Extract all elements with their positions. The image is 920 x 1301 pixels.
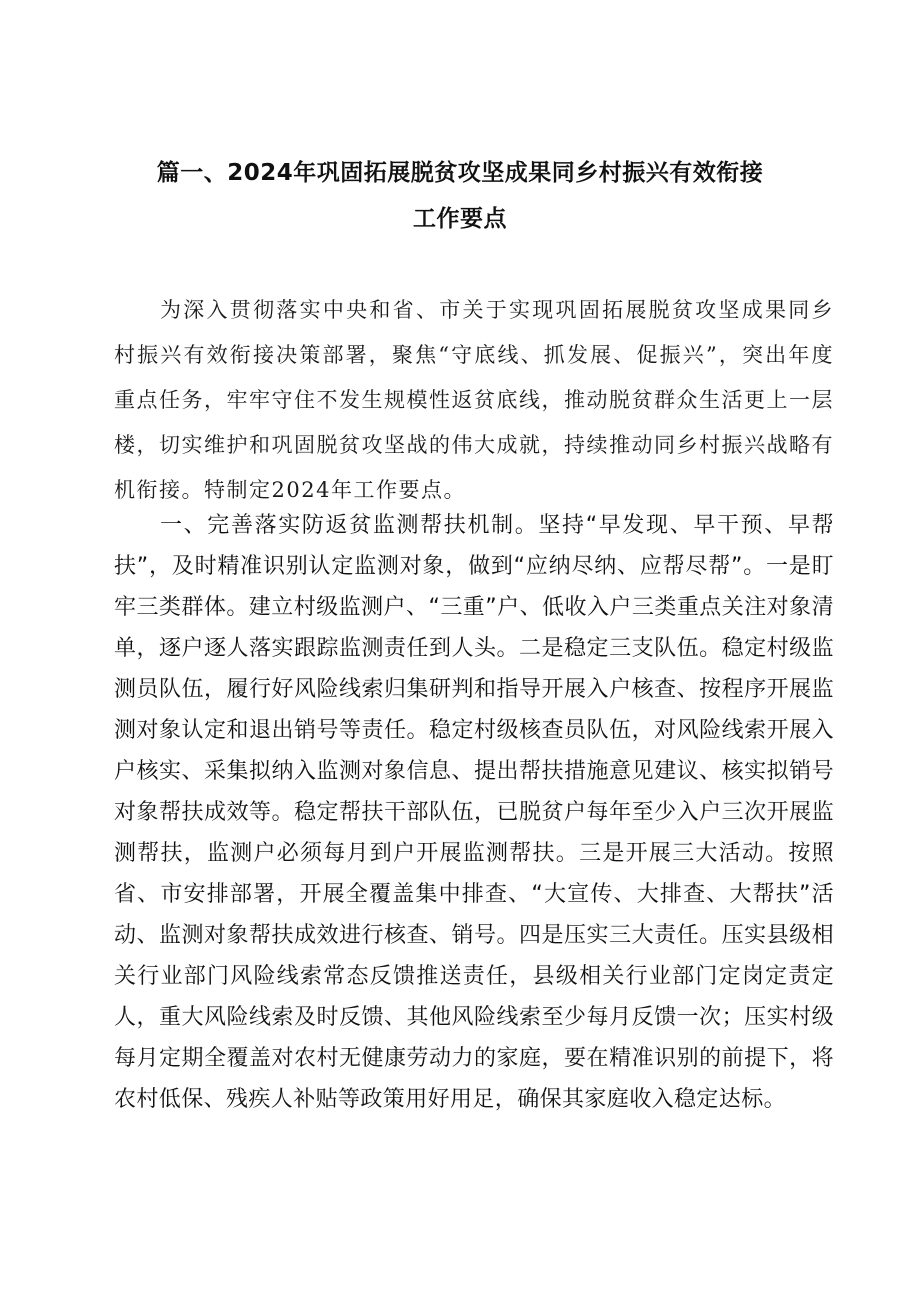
document-title-line-1: 篇一、2024年巩固拓展脱贫攻坚成果同乡村振兴有效衔接 xyxy=(156,160,764,186)
document-title-line-2: 工作要点 xyxy=(413,206,507,232)
intro-paragraph: 为深入贯彻落实中央和省、市关于实现巩固拓展脱贫攻坚成果同乡村振兴有效衔接决策部署，聚焦“守底线、抓发展、促振兴”，突出年度重点任务，牢牢守住不发生规模性返贫底线，推动脱贫群众生活更上一层楼，切实维护和巩固脱贫攻坚战的伟大成就，持续推动同乡村振兴战略有机衔接。特制定2024年工作要点。 xyxy=(114,298,834,502)
section-one-paragraph: 一、完善落实防返贫监测帮扶机制。坚持“早发现、早干预、早帮扶”，及时精准识别认定监测对象，做到“应纳尽纳、应帮尽帮”。一是盯牢三类群体。建立村级监测户、“三重”户、低收入户三类重点关注对象清单，逐户逐人落实跟踪监测责任到人头。二是稳定三支队伍。稳定村级监测员队伍，履行好风险线索归集研判和指导开展入户核查、按程序开展监测对象认定和退出销号等责任。稳定村级核查员队伍，对风险线索开展入户核实、采集拟纳入监测对象信息、提出帮扶措施意见建议、核实拟销号对象帮扶成效等。稳定帮扶干部队伍，已脱贫户每年至少入户三次开展监测帮扶，监测户必须每月到户开展监测帮扶。三是开展三大活动。按照省、市安排部署，开展全覆盖集中排查、“大宣传、大排查、大帮扶”活动、监测对象帮扶成效进行核查、销号。四是压实三大责任。压实县级相关行业部门风险线索常态反馈推送责任，县级相关行业部门定岗定责定人，重大风险线索及时反馈、其他风险线索至少每月反馈一次；压实村级每月定期全覆盖对农村无健康劳动力的家庭，要在精准识别的前提下，将农村低保、残疾人补贴等政策用好用足，确保其家庭收入稳定达标。 xyxy=(114,513,834,1112)
